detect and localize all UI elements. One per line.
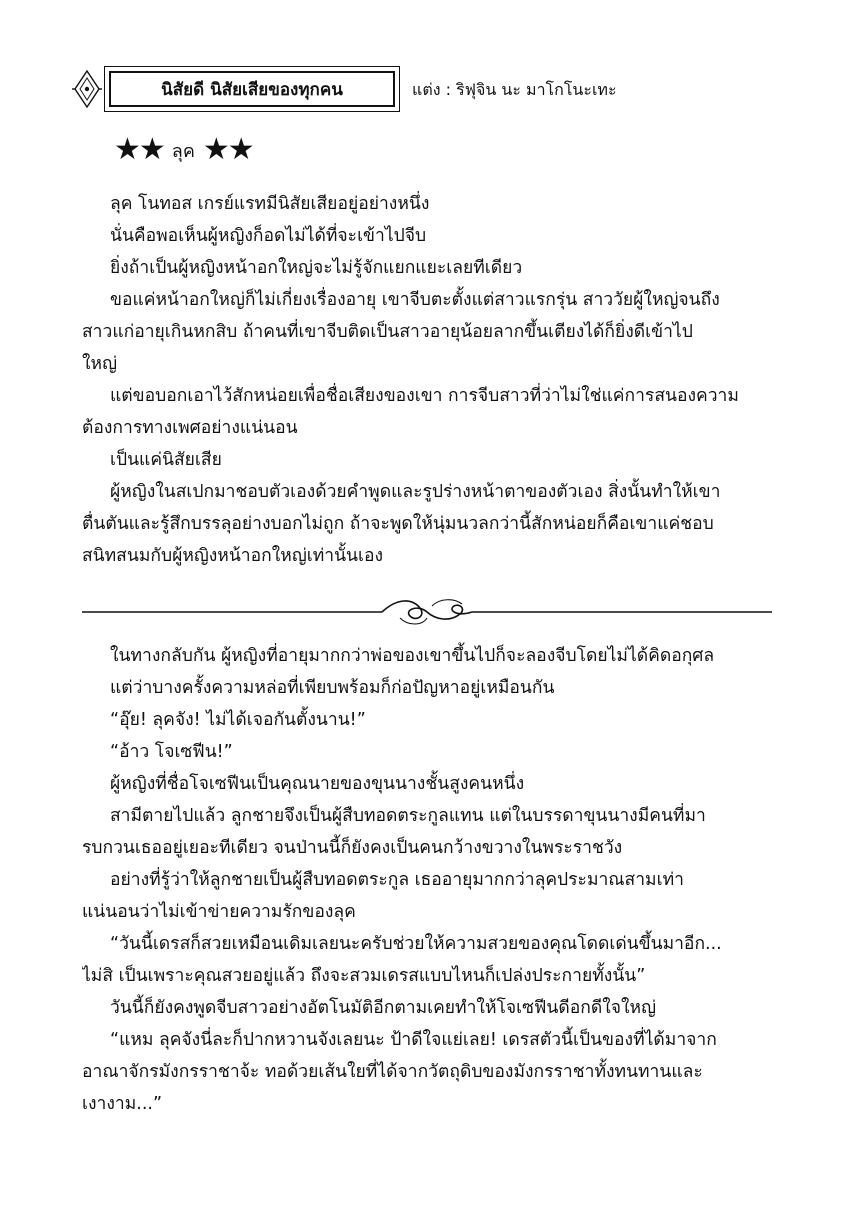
paragraph-line: รบกวนเธออยู่เยอะทีเดียว จนป่านนี้ก็ยังคงเป็นคนกว้างขวางในพระราชวัง xyxy=(82,838,623,858)
paragraph-line: ผู้หญิงที่ชื่อโจเซฟีนเป็นคุณนายของขุนนางชั้นสูงคนหนึ่ง xyxy=(110,774,525,794)
paragraph-line: แต่ขอบอกเอาไว้สักหน่อยเพื่อชื่อเสียงของเขา การจีบสาวที่ว่าไม่ใช่แค่การสนองความ xyxy=(110,386,739,406)
paragraph-line: ขอแค่หน้าอกใหญ่ก็ไม่เกี่ยงเรื่องอายุ เขาจีบตะตั้งแต่สาวแรกรุ่น สาววัยผู้ใหญ่จนถึง xyxy=(110,290,720,310)
star-icon-right: ★★ xyxy=(202,132,253,167)
paragraph-line: เงางาม...” xyxy=(82,1094,163,1114)
paragraph-line: อาณาจักรมังกรราชาจ้ะ ทอด้วยเส้นใยที่ได้จากวัตถุดิบของมังกรราชาทั้งทนทานและ xyxy=(82,1062,703,1082)
page-header xyxy=(72,66,772,112)
paragraph-line: อย่างที่รู้ว่าให้ลูกชายเป็นผู้สืบทอดตระกูล เธออายุมากกว่าลุคประมาณสามเท่า xyxy=(110,870,684,890)
book-title: นิสัยดี นิสัยเสียของทุกคน xyxy=(109,71,395,107)
paragraph-line: ยิ่งถ้าเป็นผู้หญิงหน้าอกใหญ่จะไม่รู้จักแยกแยะเลยทีเดียว xyxy=(110,258,523,278)
paragraph-line: ผู้หญิงในสเปกมาชอบตัวเองด้วยคำพูดและรูปร่างหน้าตาของตัวเอง สิ่งนั้นทำให้เขา xyxy=(110,482,721,502)
section-1-text xyxy=(82,188,772,572)
paragraph-line: แต่ว่าบางครั้งความหล่อที่เพียบพร้อมก็ก่อปัญหาอยู่เหมือนกัน xyxy=(110,678,555,698)
paragraph-line: วันนี้ก็ยังคงพูดจีบสาวอย่างอัตโนมัติอีกตามเคยทำให้โจเซฟีนดีอกดีใจใหญ่ xyxy=(110,998,656,1018)
author-credit: แต่ง : ริฟุจิน นะ มาโกโนะเทะ xyxy=(412,80,617,99)
chapter-heading xyxy=(114,132,253,168)
paragraph-line: สาวแก่อายุเกินหกสิบ ถ้าคนที่เขาจีบติดเป็นสาวอายุน้อยลากขึ้นเตียงได้ก็ยิ่งดีเข้าไป xyxy=(82,322,693,342)
star-icon-left: ★★ xyxy=(114,132,164,167)
paragraph-line: “อ้าว โจเซฟีน!” xyxy=(110,742,233,762)
book-title-box xyxy=(104,66,400,112)
paragraph-line: “แหม ลุคจังนี่ละก็ปากหวานจังเลยนะ ป้าดีใจแย่เลย! เดรสตัวนี้เป็นของที่ได้มาจาก xyxy=(110,1030,717,1050)
paragraph-line: ลุค โนทอส เกรย์แรทมีนิสัยเสียอยู่อย่างหนึ่ง xyxy=(110,194,430,214)
paragraph-line: นั่นคือพอเห็นผู้หญิงก็อดไม่ได้ที่จะเข้าไปจีบ xyxy=(110,226,427,246)
paragraph-line: แน่นอนว่าไม่เข้าข่ายความรักของลุค xyxy=(82,902,356,922)
paragraph-line: สนิทสนมกับผู้หญิงหน้าอกใหญ่เท่านั้นเอง xyxy=(82,546,384,566)
paragraph-line: ไม่สิ เป็นเพราะคุณสวยอยู่แล้ว ถึงจะสวมเดรสแบบไหนก็เปล่งประกายทั้งนั้น” xyxy=(82,966,646,986)
paragraph-line: ใหญ่ xyxy=(82,354,117,374)
section-2-text xyxy=(82,640,772,1120)
paragraph-line: “อุ๊ย! ลุคจัง! ไม่ได้เจอกันตั้งนาน!” xyxy=(110,710,366,730)
paragraph-line: สามีตายไปแล้ว ลูกชายจึงเป็นผู้สืบทอดตระกูลแทน แต่ในบรรดาขุนนางมีคนที่มา xyxy=(110,806,706,826)
paragraph-line: ต้องการทางเพศอย่างแน่นอน xyxy=(82,418,298,438)
paragraph-line: ตื่นตันและรู้สึกบรรลุอย่างบอกไม่ถูก ถ้าจะพูดให้นุ่มนวลกว่านี้สักหน่อยก็คือเขาแค่ชอบ xyxy=(82,514,714,534)
paragraph-line: ในทางกลับกัน ผู้หญิงที่อายุมากกว่าพ่อของเขาขึ้นไปก็จะลองจีบโดยไม่ได้คิดอกุศล xyxy=(110,646,715,666)
paragraph-line: “วันนี้เดรสก็สวยเหมือนเดิมเลยนะครับช่วยให้ความสวยของคุณโดดเด่นขึ้นมาอีก... xyxy=(110,934,722,954)
paragraph-line: เป็นแค่นิสัยเสีย xyxy=(110,450,222,470)
chapter-title: ลุค xyxy=(171,140,195,162)
flourish-divider-icon xyxy=(82,592,772,632)
diamond-ornament-icon xyxy=(72,70,102,108)
